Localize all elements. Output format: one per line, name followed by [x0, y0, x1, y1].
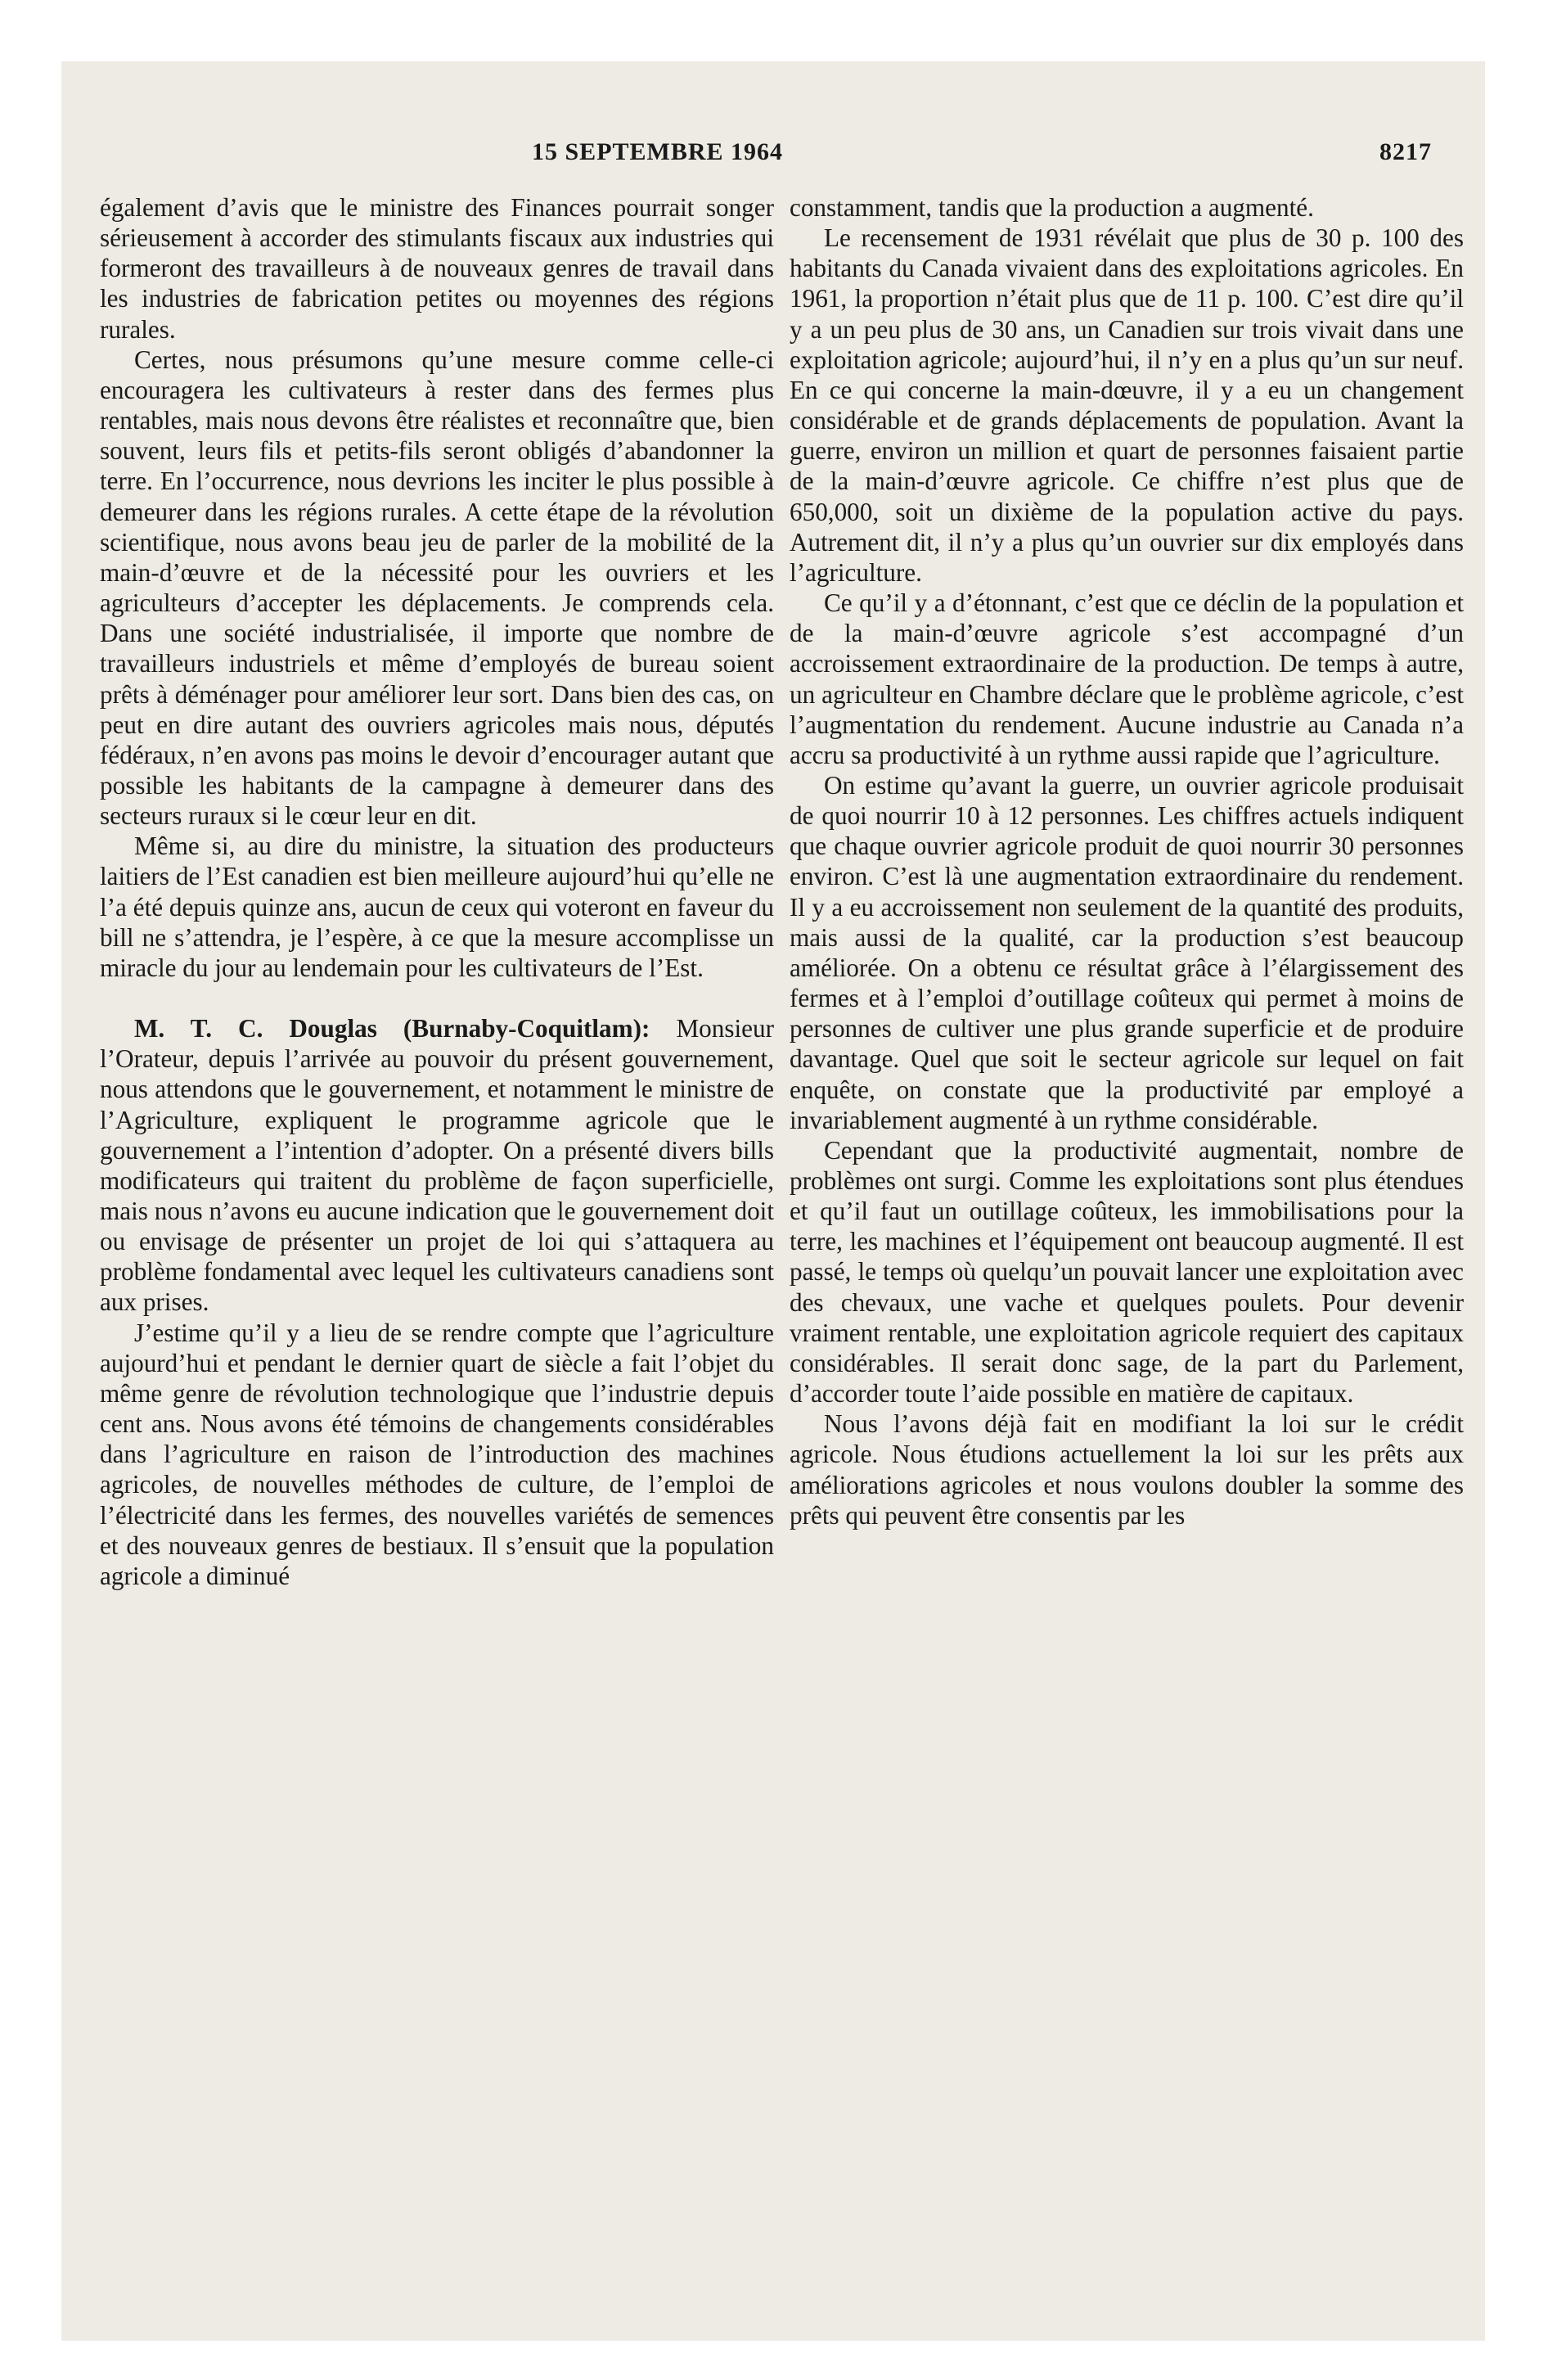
left-column [100, 192, 774, 1591]
paragraph: également d’avis que le ministre des Finances pourrait songer sérieusement à accorder des stimulants fiscaux aux industries qui formeront des travailleurs à de nouveaux genres de travail dans les industries de fabrication petites ou moyennes des régions rurales. [100, 193, 774, 344]
speaker-name: M. T. C. Douglas (Burnaby-Coquitlam): [134, 1014, 650, 1044]
right-column [790, 192, 1464, 1530]
paragraph: Certes, nous présumons qu’une mesure comme celle-ci encouragera les cultivateurs à rester dans des fermes plus rentables, mais nous devons être réalistes et reconnaître que, bien souvent, leurs fils et petits-fils seront obligés d’abandonner la terre. En l’occurrence, nous devrions les inciter le plus possible à demeurer dans les régions rurales. A cette étape de la révolution scientifique, nous avons beau jeu de parler de la mobilité de la main-d’œuvre et de la nécessité pour les ouvriers et les agriculteurs d’accepter les déplacements. Je comprends cela. Dans une société industrialisée, il importe que nombre de travailleurs industriels et même d’employés de bureau soient prêts à déménager pour améliorer leur sort. Dans bien des cas, on peut en dire autant des ouvriers agricoles mais nous, députés fédéraux, n’en avons pas moins le devoir d’encourager autant que possible les habitants de la campagne à demeurer dans des secteurs ruraux si le cœur leur en dit. [100, 345, 774, 831]
page-number: 8217 [1379, 138, 1432, 165]
paragraph: Le recensement de 1931 révélait que plus de 30 p. 100 des habitants du Canada vivaient dans des exploitations agricoles. En 1961, la proportion n’était plus que de 11 p. 100. C’est dire qu’il y a un peu plus de 30 ans, un Canadien sur trois vivait dans une exploitation agricole; aujourd’hui, il n’y en a plus qu’un sur neuf. En ce qui concerne la main-dœuvre, il y a eu un changement considérable et de grands déplacements de population. Avant la guerre, environ un million et quart de personnes faisaient partie de la main-d’œuvre agricole. Ce chiffre n’est plus que de 650,000, soit un dixième de la population active du pays. Autrement dit, il n’y a plus qu’un ouvrier sur dix employés dans l’agriculture. [790, 223, 1464, 587]
paragraph: Ce qu’il y a d’étonnant, c’est que ce déclin de la population et de la main-d’œuvre agricole s’est accompagné d’un accroissement extraordinaire de la production. De temps à autre, un agriculteur en Chambre déclare que le problème agricole, c’est l’augmentation du rendement. Aucune industrie au Canada n’a accru sa productivité à un rythme aussi rapide que l’agriculture. [790, 588, 1464, 769]
paragraph: On estime qu’avant la guerre, un ouvrier agricole produisait de quoi nourrir 10 à 12 personnes. Les chiffres actuels indiquent que chaque ouvrier agricole produit de quoi nourrir 30 personnes environ. C’est là une augmentation extraordinaire du rendement. Il y a eu accroissement non seulement de la quantité des produits, mais aussi de la qualité, car la production s’est beaucoup améliorée. On a obtenu ce résultat grâce à l’élargissement des fermes et à l’emploi d’outillage coûteux qui permet à moins de personnes de cultiver une plus grande superficie et de produire davantage. Quel que soit le secteur agricole sur lequel on fait enquête, on constate que la productivité par employé a invariablement augmenté à un rythme considérable. [790, 770, 1464, 1134]
speaker-paragraph [100, 1013, 774, 1318]
paragraph: constamment, tandis que la production a augmenté. [790, 193, 1314, 222]
paragraph: J’estime qu’il y a lieu de se rendre compte que l’agriculture aujourd’hui et pendant le dernier quart de siècle a fait l’objet du même genre de révolution technologique que l’industrie depuis cent ans. Nous avons été témoins de changements considérables dans l’agriculture en raison de l’introduction des machines agricoles, de nouvelles méthodes de culture, de l’emploi de l’électricité dans les fermes, des nouvelles variétés de semences et des nouveaux genres de bestiaux. Il s’ensuit que la population agricole a diminué [100, 1318, 774, 1590]
paragraph: Cependant que la productivité augmentait, nombre de problèmes ont surgi. Comme les exploitations sont plus étendues et qu’il faut un outillage coûteux, les immobilisations pour la terre, les machines et l’équipement ont beaucoup augmenté. Il est passé, le temps où quelqu’un pouvait lancer une exploitation avec des chevaux, une vache et quelques poulets. Pour devenir vraiment rentable, une exploitation agricole requiert des capitaux considérables. Il serait donc sage, de la part du Parlement, d’accorder toute l’aide possible en matière de capitaux. [790, 1135, 1464, 1409]
speaker-text: Monsieur l’Orateur, depuis l’arrivée au pouvoir du présent gouvernement, nous attendons que le gouvernement, et notamment le ministre de l’Agriculture, expliquent le programme agricole que le gouvernement a l’intention d’adopter. On a présenté divers bills modificateurs qui traitent du problème de façon superficielle, mais nous n’avons eu aucune indication que le gouvernement doit ou envisage de présenter un projet de loi qui s’attaquera au problème fondamental avec lequel les cultivateurs canadiens sont aux prises. [100, 1014, 774, 1317]
paragraph: Nous l’avons déjà fait en modifiant la loi sur le crédit agricole. Nous étudions actuellement la loi sur les prêts aux améliorations agricoles et nous voulons doubler la somme des prêts qui peuvent être consentis par les [790, 1409, 1464, 1530]
paragraph: Même si, au dire du ministre, la situation des producteurs laitiers de l’Est canadien est bien meilleure aujourd’hui qu’elle ne l’a été depuis quinze ans, aucun de ceux qui voteront en faveur du bill ne s’attendra, je l’espère, à ce que la mesure accomplisse un miracle du jour au lendemain pour les cultivateurs de l’Est. [100, 832, 774, 982]
document-page [61, 61, 1485, 2341]
page-header [61, 138, 1485, 179]
header-date: 15 SEPTEMBRE 1964 [532, 138, 784, 165]
